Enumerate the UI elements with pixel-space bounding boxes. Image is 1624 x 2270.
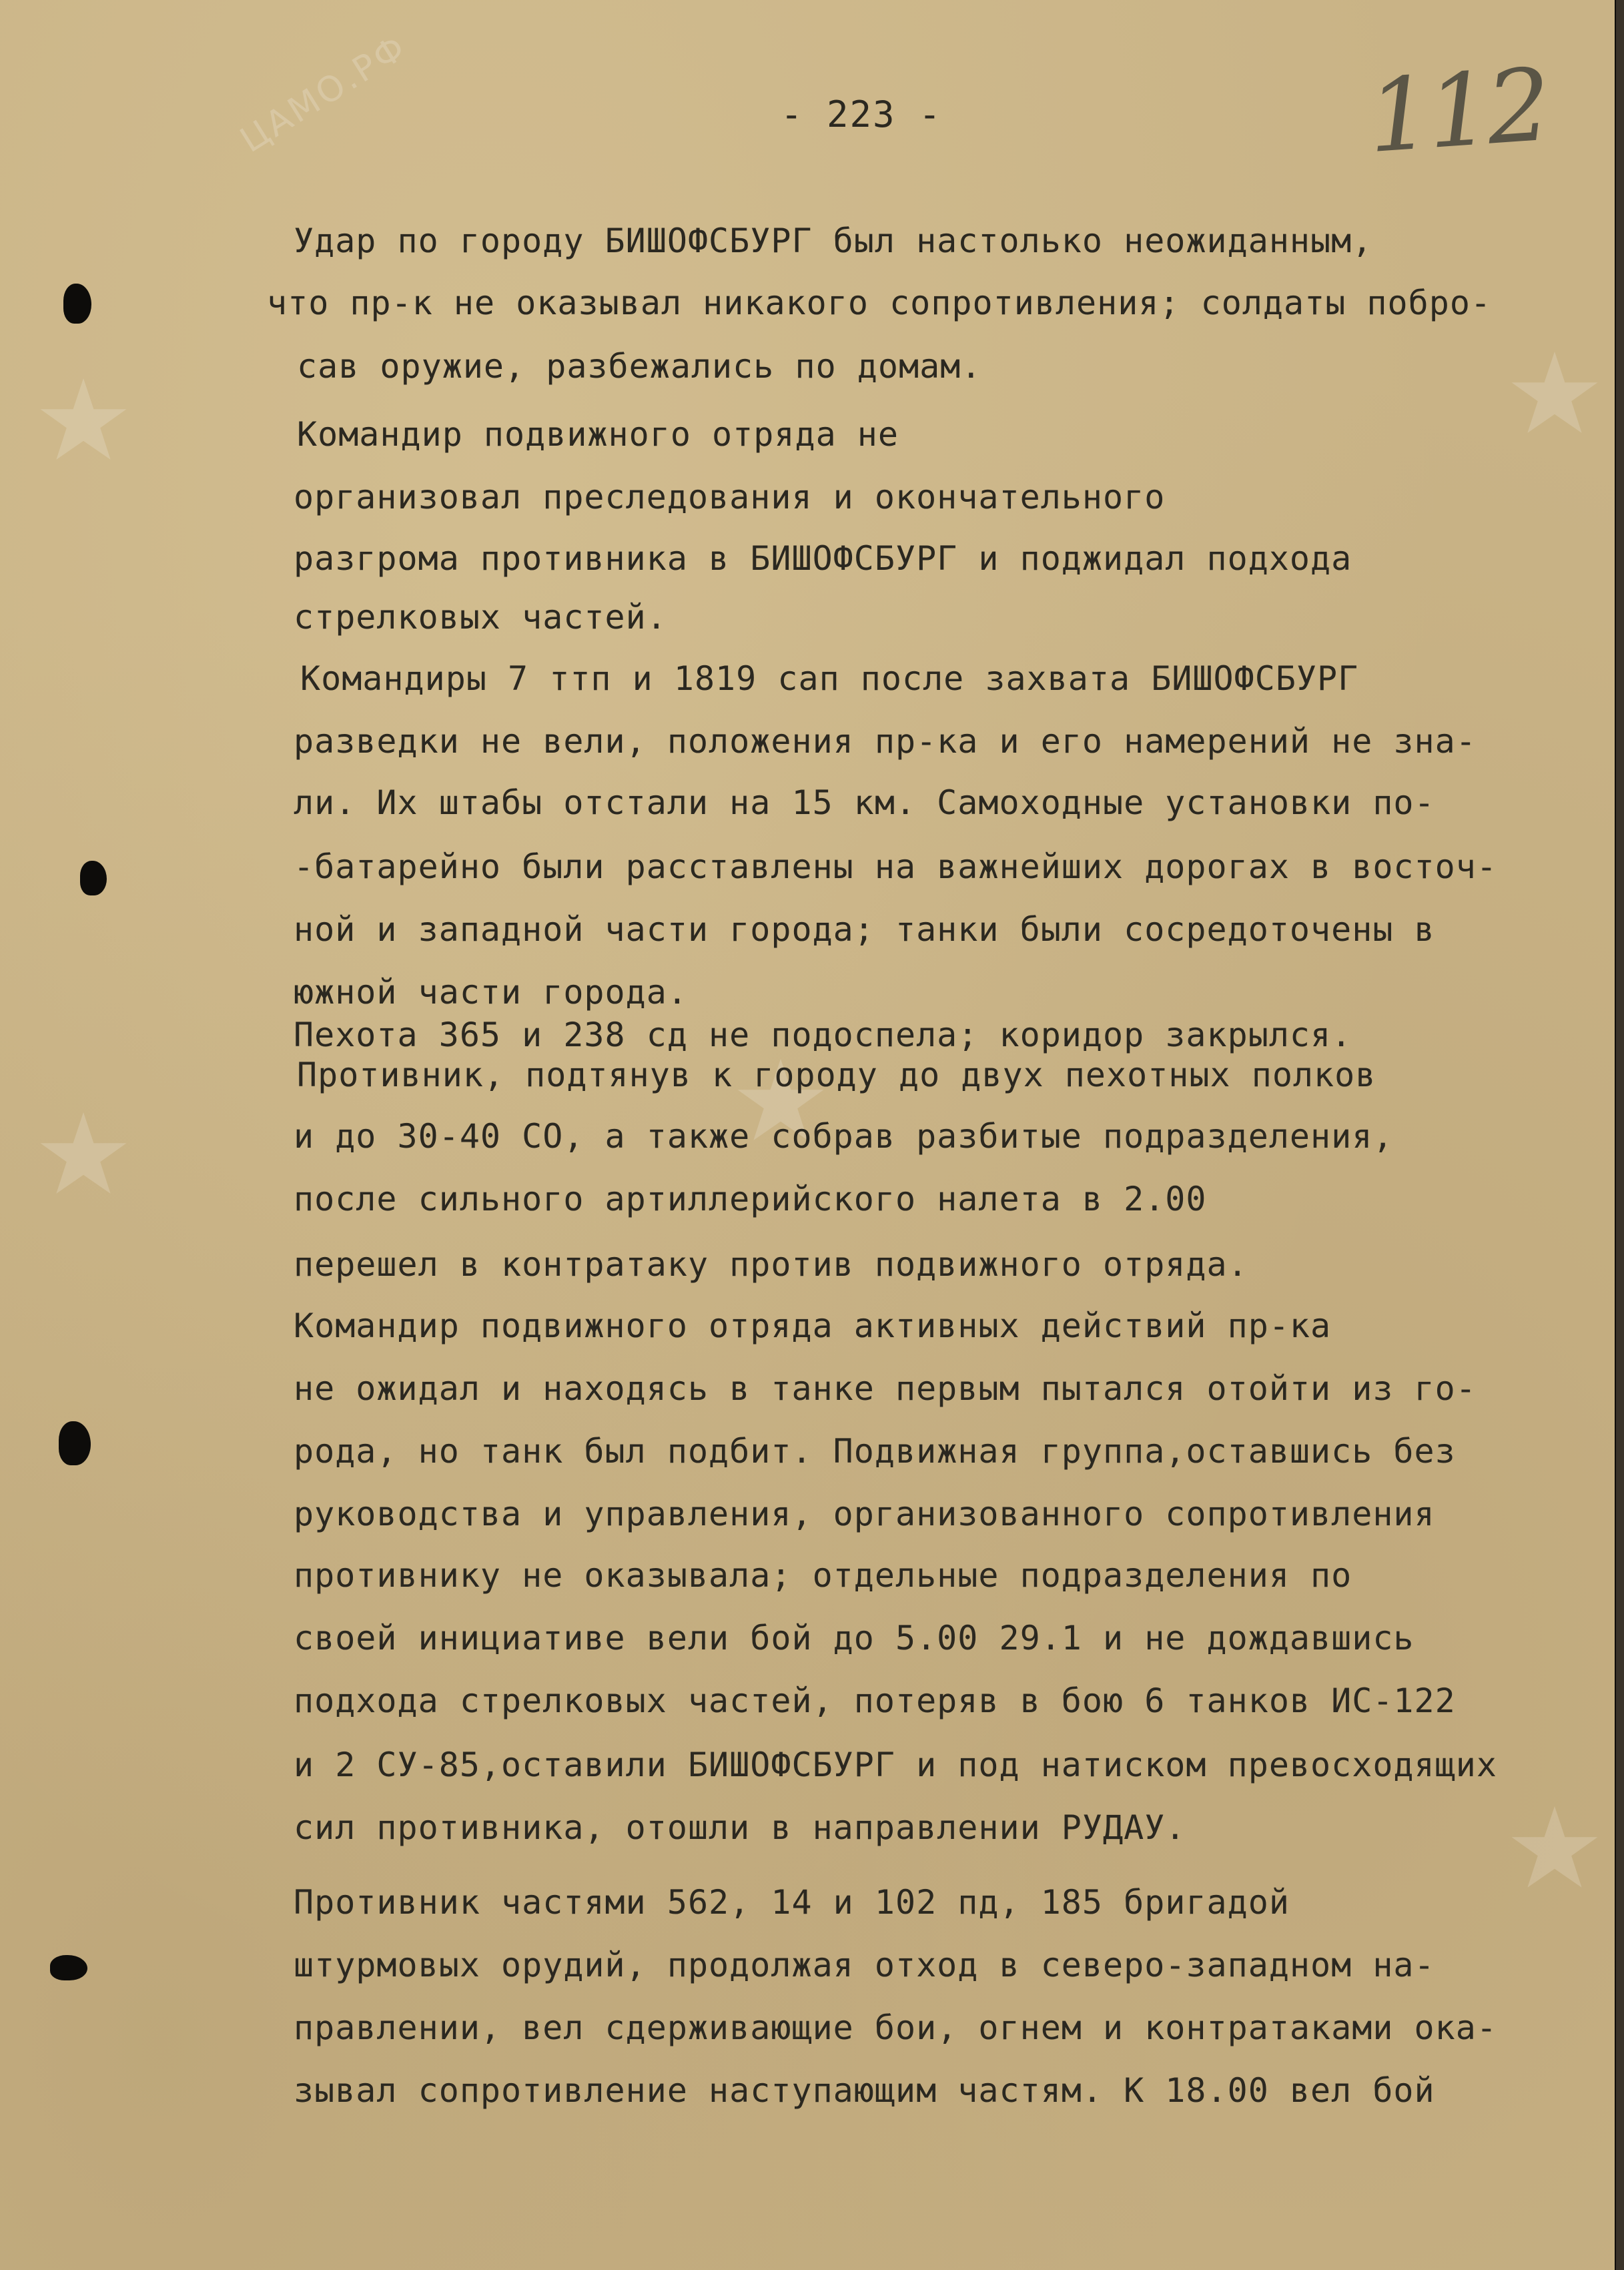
typed-line: Пехота 365 и 238 сд не подоспела; коридор закрылся.: [294, 1016, 1352, 1054]
typed-line: сил противника, отошли в направлении РУДАУ.: [294, 1808, 1186, 1847]
typed-line: руководства и управления, организованного сопротивления: [294, 1495, 1435, 1533]
punch-hole: [50, 1955, 87, 1980]
typed-line: сав оружие, разбежались по домам.: [297, 347, 982, 386]
typed-line: южной части города.: [294, 973, 688, 1012]
watermark: ЦАМО.РФ: [234, 27, 415, 161]
punch-hole: [59, 1421, 91, 1465]
watermark-star-icon: [1508, 347, 1601, 440]
typed-line: перешел в контратаку против подвижного отряда.: [294, 1245, 1248, 1284]
typed-line: рода, но танк был подбит. Подвижная группа,оставшись без: [294, 1432, 1456, 1471]
archive-number: 112: [1364, 47, 1551, 176]
punch-hole: [80, 861, 107, 895]
typed-line: своей инициативе вели бой до 5.00 29.1 и не дождавшись: [294, 1619, 1414, 1657]
page-number: - 223 -: [781, 93, 942, 135]
typed-line: Противник, подтянув к городу до двух пехотных полков: [297, 1056, 1376, 1094]
typed-line: ли. Их штабы отстали на 15 км. Самоходные установки по-: [294, 783, 1435, 822]
typed-line: Командир подвижного отряда активных действий пр-ка: [294, 1306, 1332, 1345]
watermark-star-icon: [37, 374, 130, 467]
typed-line: Удар по городу БИШОФСБУРГ был настолько неожиданным,: [294, 222, 1373, 260]
typed-line: разведки не вели, положения пр-ка и его намерений не зна-: [294, 722, 1477, 761]
typed-line: разгрома противника в БИШОФСБУРГ и поджидал подхода: [294, 539, 1352, 578]
typed-line: Противник частями 562, 14 и 102 пд, 185 бригадой: [294, 1883, 1290, 1922]
typed-line: и 2 СУ-85,оставили БИШОФСБУРГ и под натиском превосходящих: [294, 1746, 1497, 1784]
typed-line: подхода стрелковых частей, потеряв в бою 6 танков ИС-122: [294, 1681, 1456, 1720]
typed-line: стрелковых частей.: [294, 598, 667, 637]
typed-line: организовал преследования и окончательного: [294, 478, 1166, 516]
typed-line: Командиры 7 ттп и 1819 сап после захвата БИШОФСБУРГ: [300, 659, 1359, 698]
page-edge: [1616, 0, 1624, 2270]
punch-hole: [63, 284, 91, 324]
typed-line: ной и западной части города; танки были сосредоточены в: [294, 910, 1435, 949]
watermark-star-icon: [1508, 1802, 1601, 1895]
typed-line: после сильного артиллерийского налета в 2.00: [294, 1180, 1207, 1218]
typed-line: Командир подвижного отряда не: [297, 415, 899, 454]
typed-line: что пр-к не оказывал никакого сопротивления; солдаты побро-: [267, 284, 1492, 322]
watermark-star-icon: [37, 1108, 130, 1201]
typed-line: -батарейно были расставлены на важнейших дорогах в восточ-: [294, 847, 1497, 886]
typed-line: противнику не оказывала; отдельные подразделения по: [294, 1556, 1352, 1595]
typed-line: зывал сопротивление наступающим частям. К 18.00 вел бой: [294, 2071, 1435, 2110]
typed-line: штурмовых орудий, продолжая отход в северо-западном на-: [294, 1946, 1435, 1984]
typed-line: не ожидал и находясь в танке первым пытался отойти из го-: [294, 1369, 1477, 1408]
typed-line: и до 30-40 СО, а также собрав разбитые подразделения,: [294, 1117, 1394, 1156]
typed-line: правлении, вел сдерживающие бои, огнем и контратаками ока-: [294, 2008, 1497, 2047]
